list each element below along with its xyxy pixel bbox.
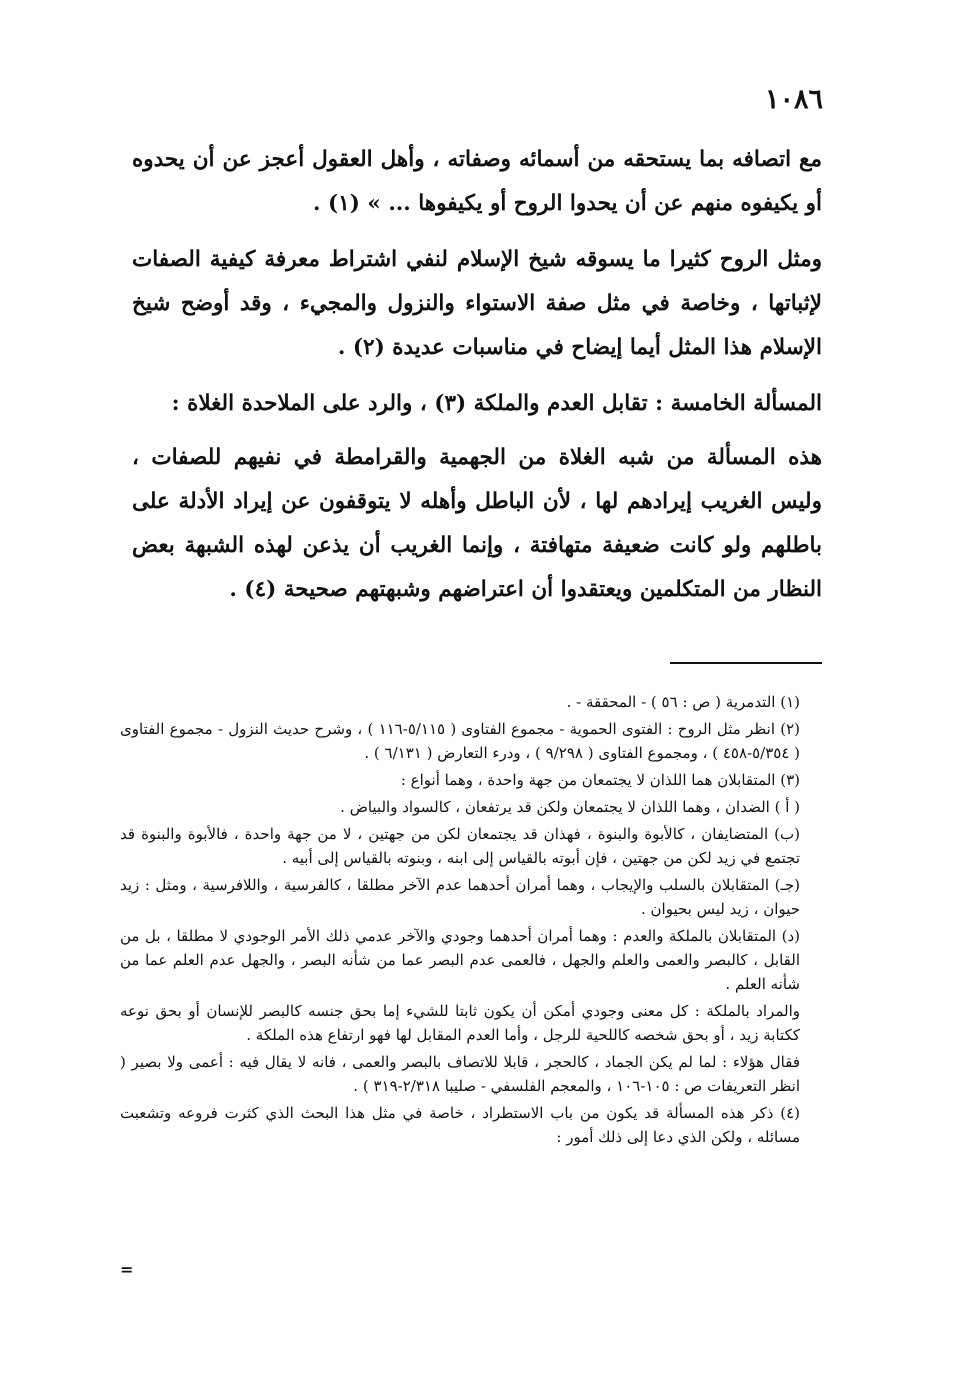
footnote-3-d: (د) المتقابلان بالملكة والعدم : وهما أمران أحدهما وجودي والآخر عدمي ذلك الأمر الوجودي لا مطلقا ، بل من القابل ، كالبصر والعمى والعلم والجهل ، فالعمى عدم البصر عما من شأنه البصر ، والجهل عدم العلم عما من شأنه العلم . — [120, 927, 800, 993]
main-text — [132, 138, 822, 624]
footnote-2: (٢) انظر مثل الروح : الفتوى الحموية - مجموع الفتاوى ( ٥/١١٥-١١٦ ) ، وشرح حديث النزول - مجموع الفتاوى ( ٥/٣٥٤-٤٥٨ ) ، ومجموع الفتاوى ( ٩/٢٩٨ ) ، ودرء التعارض ( ٦/١٣١ ) . — [120, 720, 800, 762]
paragraph-1: مع اتصافه بما يستحقه من أسمائه وصفاته ، وأهل العقول أعجز عن أن يحدوه أو يكيفوه منهم عن أن يحدوا الروح أو يكيفوها ... » (١) . — [132, 147, 822, 216]
footnote-separator — [670, 662, 822, 664]
section-heading: المسألة الخامسة : تقابل العدم والملكة (٣) ، والرد على الملاحدة الغلاة : — [171, 391, 822, 416]
continuation-mark: = — [120, 1260, 134, 1279]
footnote-4: (٤) ذكر هذه المسألة قد يكون من باب الاستطراد ، خاصة في مثل هذا البحث الذي كثرت فروعه وتشعبت مسائله ، ولكن الذي دعا إلى ذلك أمور : — [120, 1104, 800, 1146]
footnote-3-b: (ب) المتضايفان ، كالأبوة والبنوة ، فهذان قد يجتمعان لكن من جهتين ، لا من جهة واحدة ، فالأبوة والبنوة قد تجتمع في زيد لكن من جهتين ، فإن أبوته بالقياس إلى ابنه ، وبنوته بالقياس إلى أبيه . — [120, 825, 800, 867]
footnote-3-c: (جـ) المتقابلان بالسلب والإيجاب ، وهما أمران أحدهما عدم الآخر مطلقا ، كالفرسية ، واللافرسية ، ومثل : زيد حيوان ، زيد ليس بحيوان . — [120, 876, 800, 918]
footnote-1: (١) التدمرية ( ص : ٥٦ ) - المحققة - . — [566, 693, 800, 711]
footnote-3-f: فقال هؤلاء : لما لم يكن الجماد ، كالحجر ، قابلا للاتصاف بالبصر والعمى ، فانه لا يقال فيه : أعمى ولا بصير ( انظر التعريفات ص : ١٠٥-١٠٦ ، والمعجم الفلسفي - صليبا ٢/٣١٨-٣١٩ ) . — [120, 1053, 800, 1095]
page-number: ١٠٨٦ — [764, 84, 823, 115]
paragraph-2: ومثل الروح كثيرا ما يسوقه شيخ الإسلام لنفي اشتراط معرفة كيفية الصفات لإثباتها ، وخاصة في مثل صفة الاستواء والنزول والمجيء ، وقد أوضح شيخ الإسلام هذا المثل أيما إيضاح في مناسبات عديدة (٢) . — [132, 247, 822, 360]
paragraph-3: هذه المسألة من شبه الغلاة من الجهمية والقرامطة في نفيهم للصفات ، وليس الغريب إيرادهم لها ، لأن الباطل وأهله لا يتوقفون عن إيراد الأدلة على باطلهم ولو كانت ضعيفة متهافتة ، وإنما الغريب أن يذعن لهذه الشبهة بعض النظار من المتكلمين ويعتقدوا أن اعتراضهم وشبهتهم صحيحة (٤) . — [132, 445, 822, 602]
footnote-3-a: ( أ ) الضدان ، وهما اللذان لا يجتمعان ولكن قد يرتفعان ، كالسواد والبياض . — [340, 798, 800, 816]
footnote-3-e: والمراد بالملكة : كل معنى وجودي أمكن أن يكون ثابتا للشيء إما بحق جنسه كالبصر للإنسان أو بحق نوعه ككتابة زيد ، أو بحق شخصه كاللحية للرجل ، وأما العدم المقابل لها فهو ارتفاع هذه الملكة . — [120, 1002, 800, 1044]
footnotes — [120, 690, 822, 1149]
footnote-3: (٣) المتقابلان هما اللذان لا يجتمعان من جهة واحدة ، وهما أنواع : — [400, 771, 800, 789]
